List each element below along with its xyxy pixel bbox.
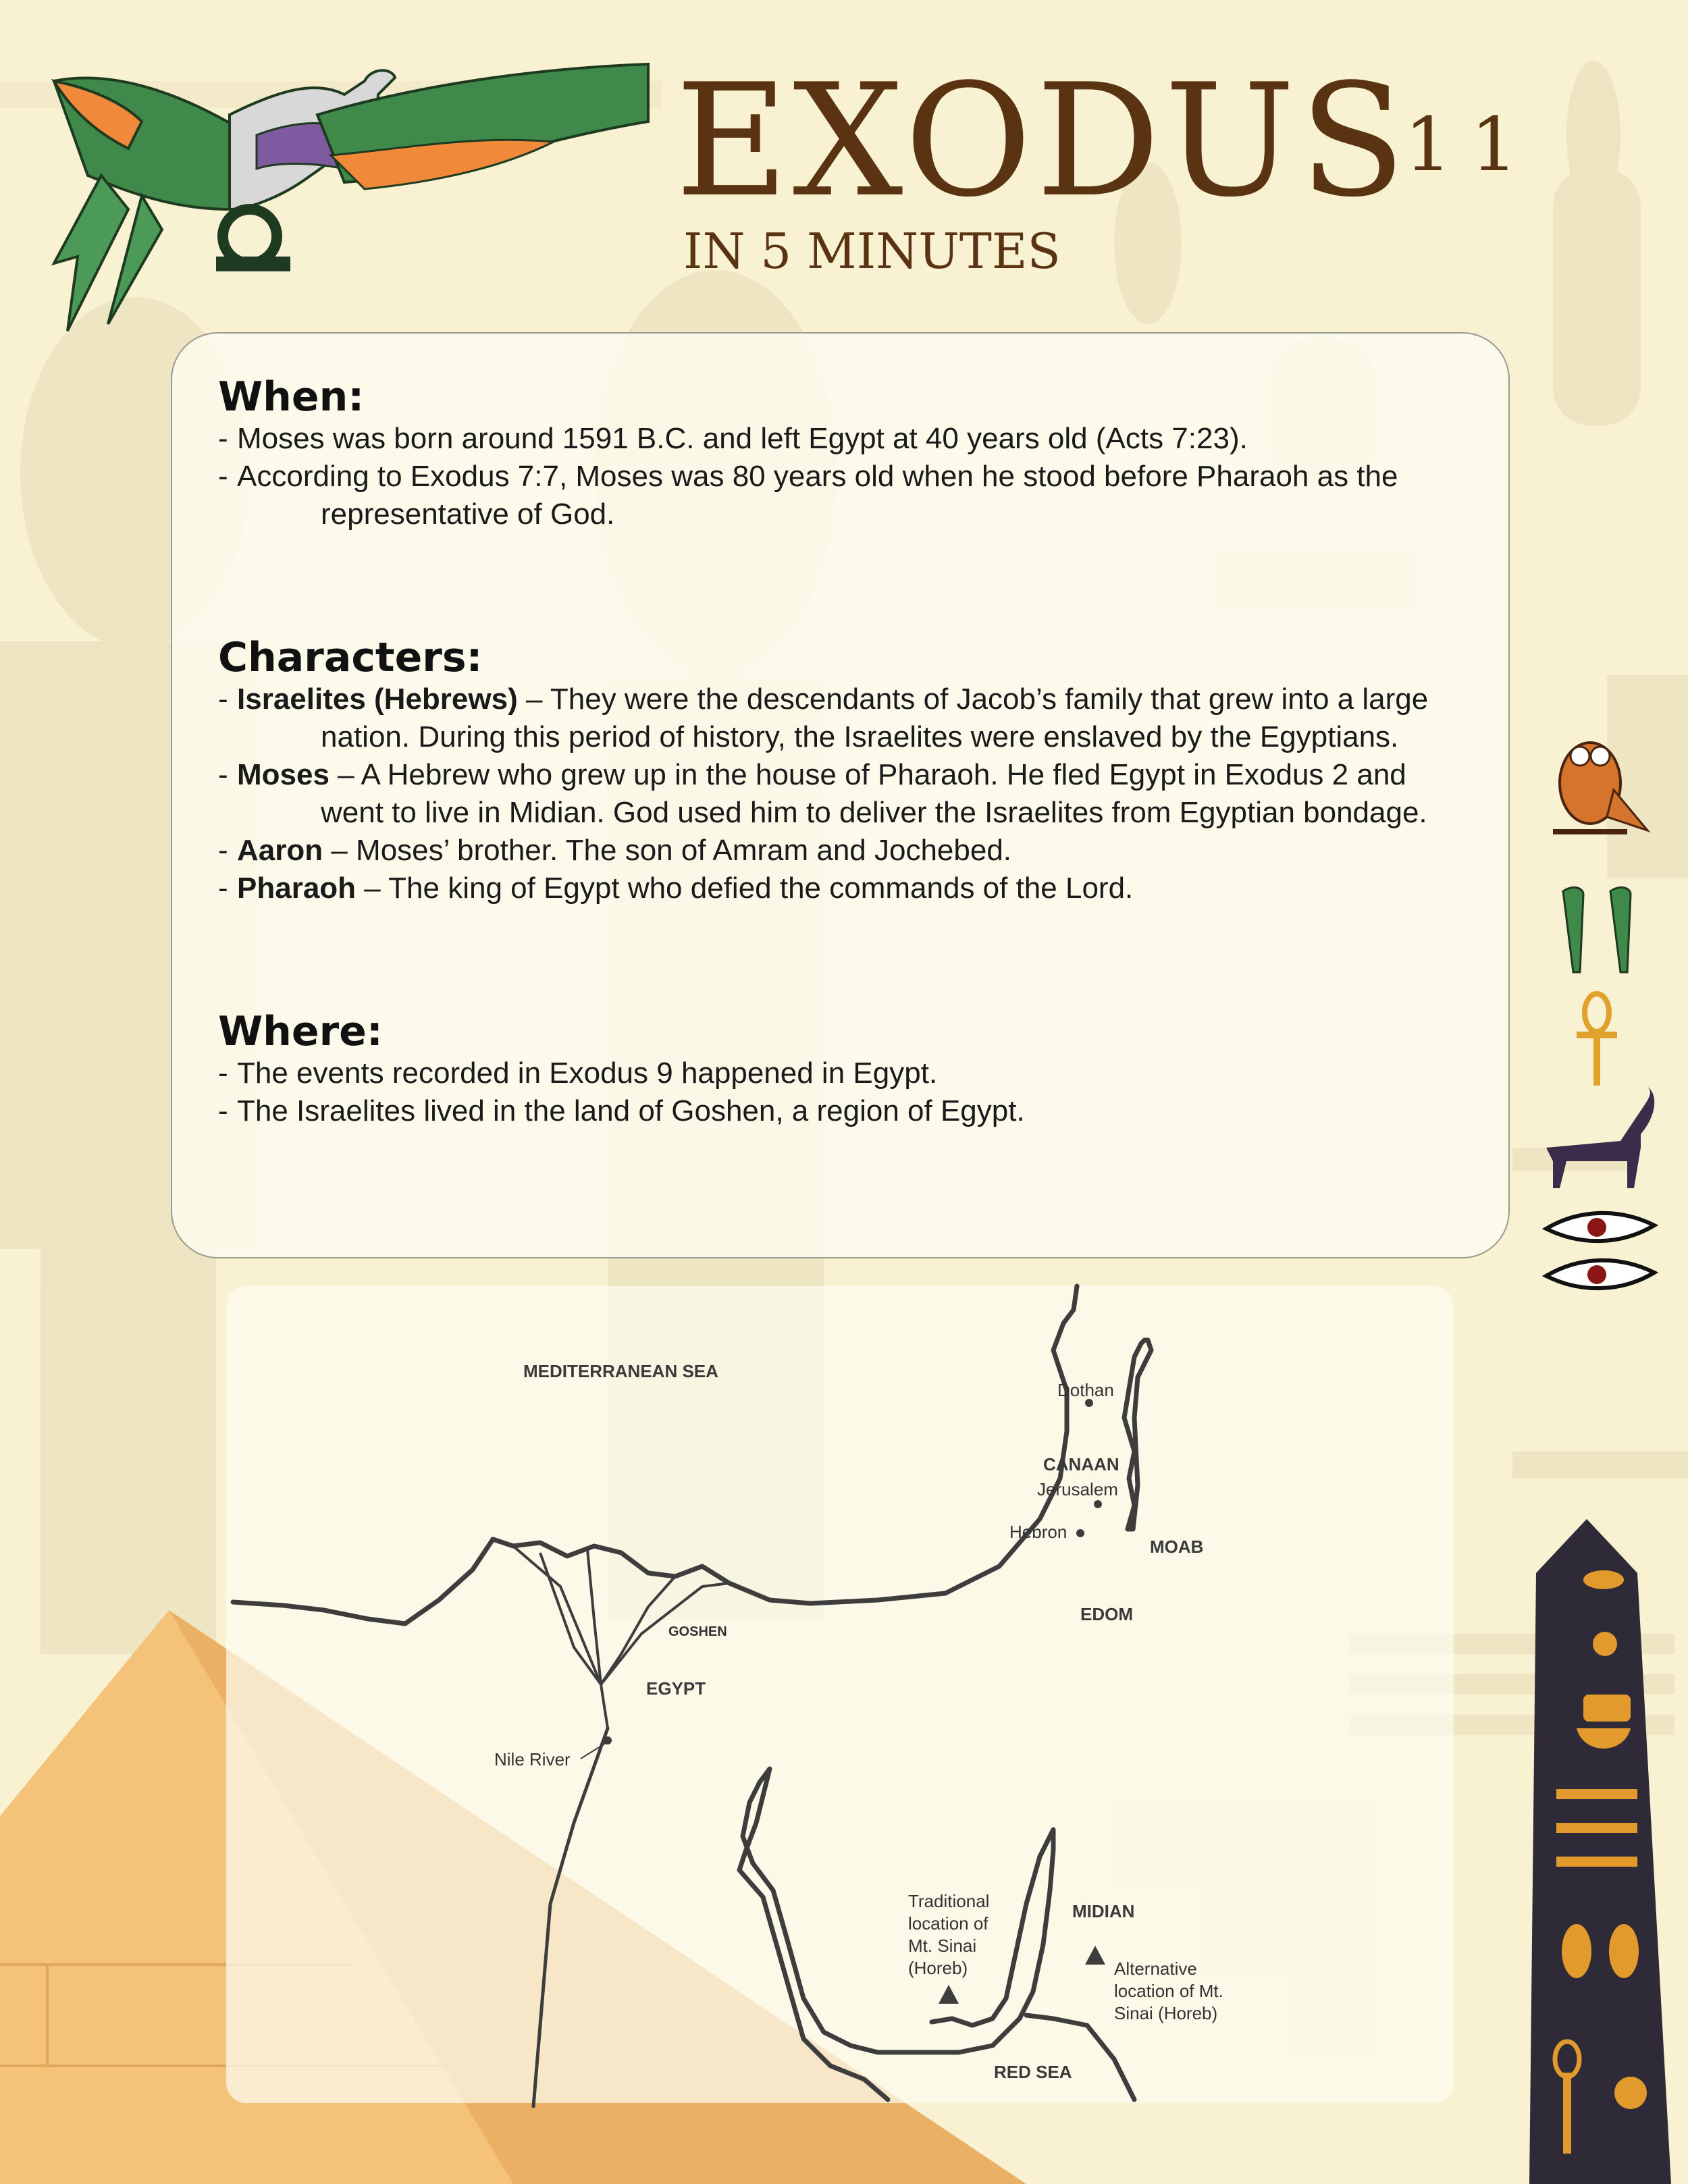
list-item: - Aaron – Moses’ brother. The son of Amram and Jochebed.	[218, 834, 1012, 867]
map-label-sinai-alternative-1: Alternative	[1114, 1959, 1197, 1979]
character-name: Moses	[237, 758, 329, 791]
map-label-sinai-alternative-3: Sinai (Horeb)	[1114, 2003, 1218, 2023]
page-title: EXODUS	[675, 51, 1410, 232]
hebron-point	[1076, 1529, 1084, 1537]
list-item: - The events recorded in Exodus 9 happened in Egypt.	[218, 1057, 938, 1090]
map-label-sinai-traditional-2: location of	[908, 1913, 988, 1934]
list-item: - According to Exodus 7:7, Moses was 80 years old when he stood before Pharaoh as the representative of God.	[218, 460, 1398, 531]
character-text: – The king of Egypt who defied the commands of the Lord.	[356, 872, 1134, 905]
map-label-nile: Nile River	[494, 1749, 571, 1769]
where-text: The Israelites lived in the land of Goshen, a region of Egypt.	[237, 1094, 1025, 1127]
where-text: The events recorded in Exodus 9 happened in Egypt.	[237, 1057, 938, 1090]
list-item: - Moses was born around 1591 B.C. and left Egypt at 40 years old (Acts 7:23).	[218, 422, 1248, 455]
jerusalem-point	[1094, 1500, 1102, 1508]
character-text: – They were the descendants of Jacob’s family that grew into a large nation. During this period of history, the Israelites were enslaved by the Egyptians.	[321, 683, 1429, 753]
list-item: - Pharaoh – The king of Egypt who defied the commands of the Lord.	[218, 872, 1134, 905]
character-text: – Moses’ brother. The son of Amram and Jochebed.	[323, 834, 1012, 867]
character-name: Pharaoh	[237, 872, 357, 905]
map-label-sinai-alternative-2: location of Mt.	[1114, 1981, 1223, 2001]
where-heading: Where:	[218, 1008, 383, 1055]
map-label-moab: MOAB	[1150, 1537, 1204, 1557]
map-label-jerusalem: Jerusalem	[1037, 1479, 1118, 1499]
map-label-midian: MIDIAN	[1072, 1901, 1135, 1921]
chapter-number: 11	[1404, 101, 1537, 188]
map-label-sinai-traditional-3: Mt. Sinai	[908, 1936, 977, 1956]
map-label-goshen: GOSHEN	[668, 1624, 727, 1639]
sinai-alternative-marker	[1085, 1946, 1105, 1965]
map-label-sinai-traditional-1: Traditional	[908, 1891, 990, 1911]
map-label-sinai-traditional-4: (Horeb)	[908, 1958, 968, 1978]
list-item: - The Israelites lived in the land of Goshen, a region of Egypt.	[218, 1094, 1025, 1127]
map-label-sea: MEDITERRANEAN SEA	[523, 1361, 718, 1381]
map-label-canaan: CANAAN	[1043, 1454, 1119, 1474]
map-label-dothan: Dothan	[1057, 1380, 1114, 1400]
map-label-egypt: EGYPT	[646, 1678, 706, 1699]
character-text: – A Hebrew who grew up in the house of Pharaoh. He fled Egypt in Exodus 2 and went to live in Midian. God used him to deliver the Israelites from Egyptian bondage.	[321, 758, 1427, 829]
when-heading: When:	[218, 373, 365, 421]
character-name: Aaron	[237, 834, 323, 867]
list-item: - Moses – A Hebrew who grew up in the house of Pharaoh. He fled Egypt in Exodus 2 and went to live in Midian. God used him to deliver the Israelites from Egyptian bondage.	[218, 758, 1427, 829]
sinai-traditional-marker	[939, 1985, 959, 2004]
page-subtitle: IN 5 MINUTES	[683, 223, 1061, 279]
when-text: Moses was born around 1591 B.C. and left Egypt at 40 years old (Acts 7:23).	[237, 422, 1248, 455]
when-text: According to Exodus 7:7, Moses was 80 years old when he stood before Pharaoh as the representative of God.	[237, 460, 1398, 531]
list-item: - Israelites (Hebrews) – They were the descendants of Jacob’s family that grew into a large nation. During this period of history, the Israelites were enslaved by the Egyptians.	[218, 683, 1429, 753]
map-label-edom: EDOM	[1080, 1604, 1133, 1624]
character-name: Israelites (Hebrews)	[237, 683, 518, 716]
characters-heading: Characters:	[218, 634, 483, 681]
map-label-red-sea: RED SEA	[994, 2062, 1072, 2082]
map-label-hebron: Hebron	[1009, 1522, 1067, 1542]
